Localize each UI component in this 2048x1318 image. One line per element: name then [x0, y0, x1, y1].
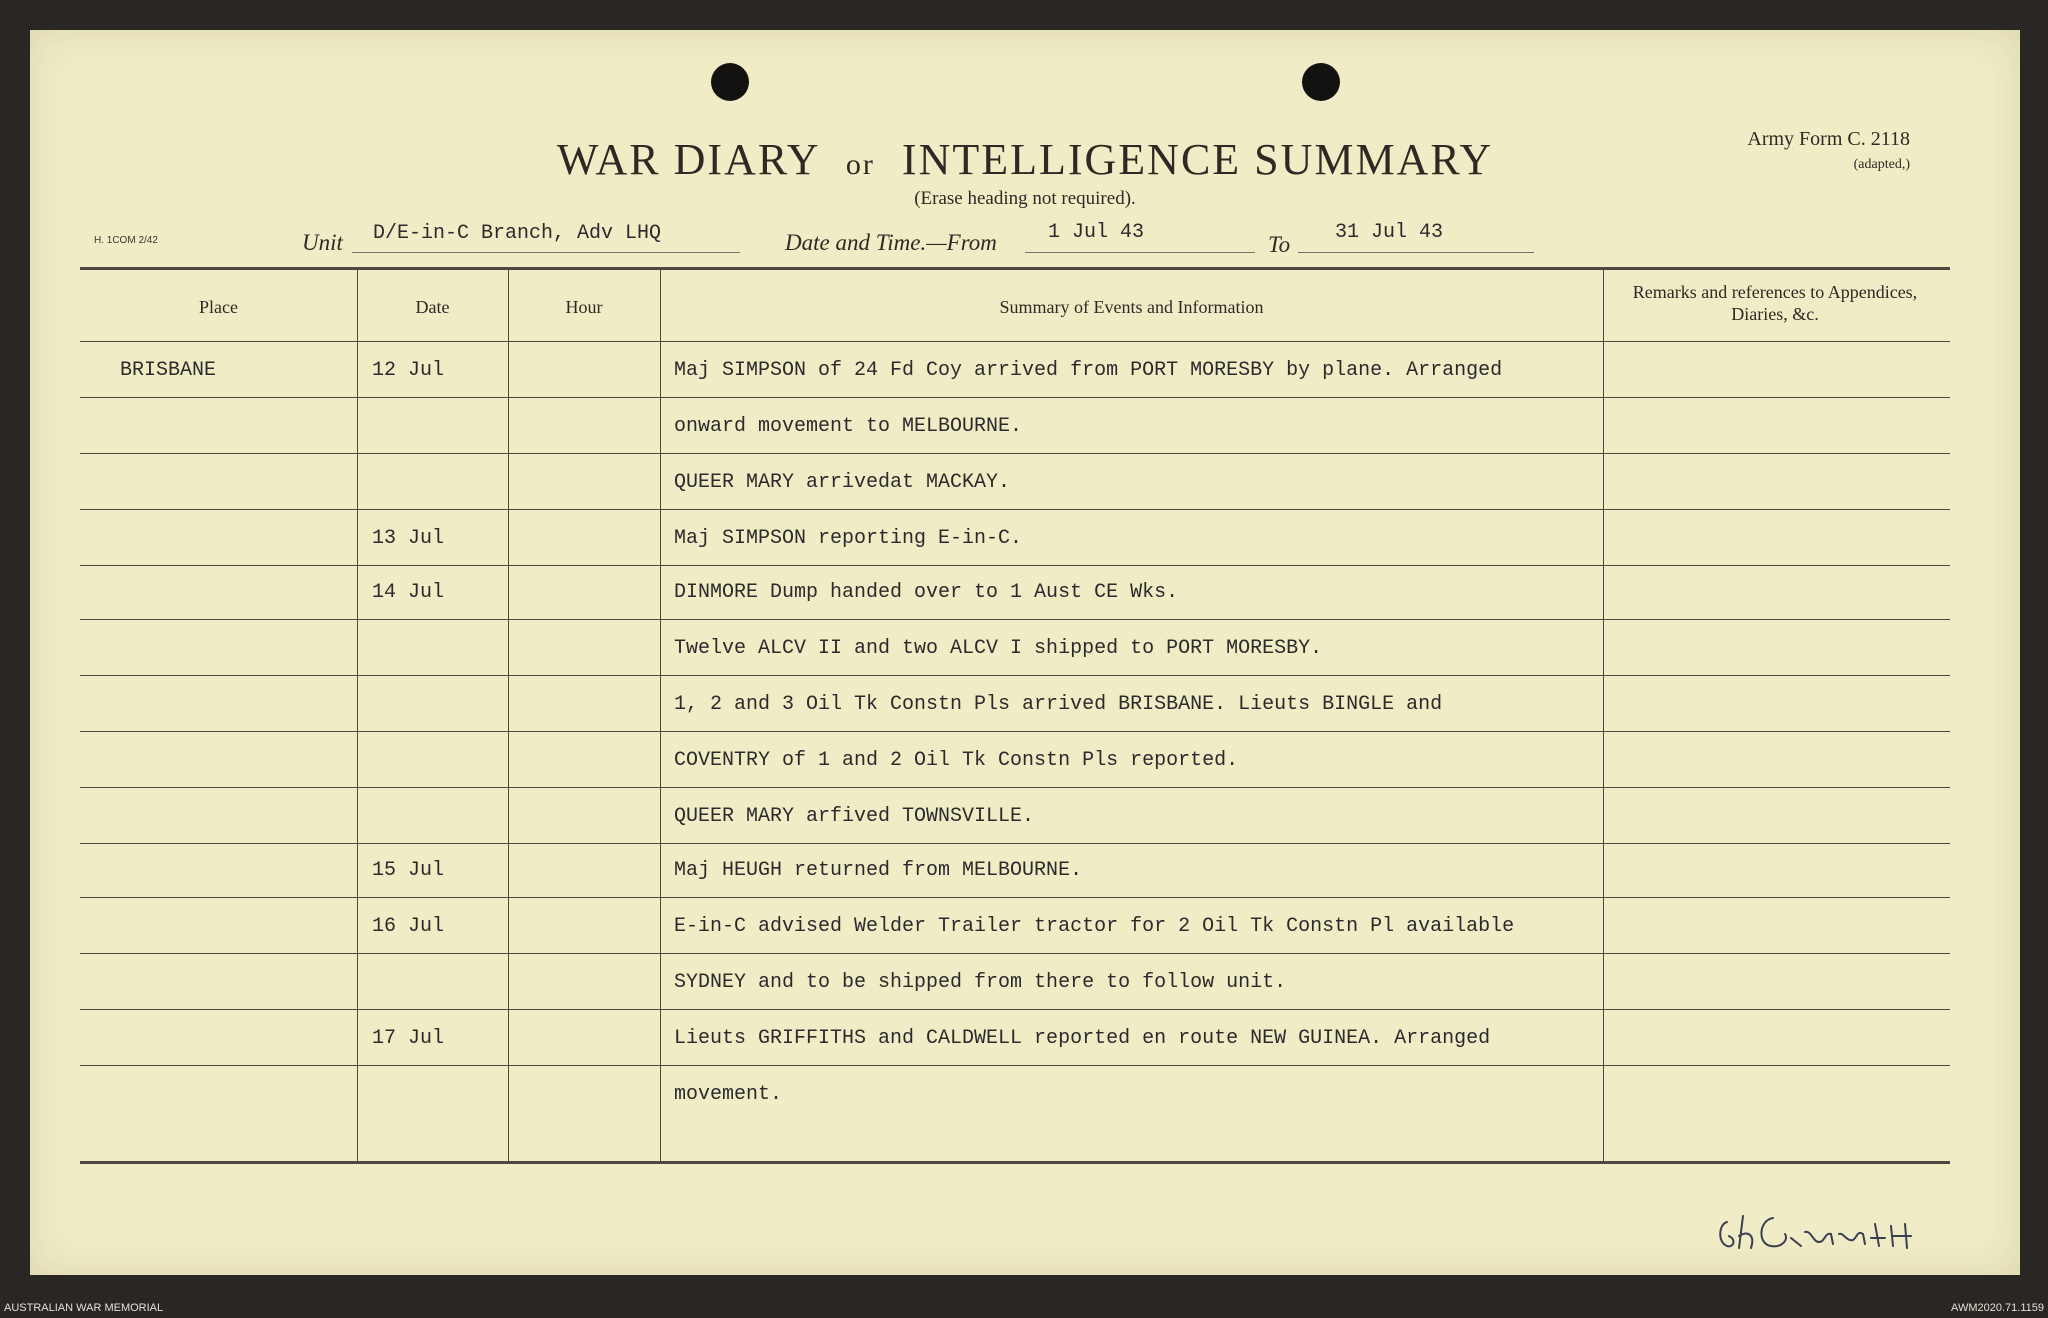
row-rule [80, 565, 1950, 566]
footer-credit: AUSTRALIAN WAR MEMORIAL [4, 1302, 164, 1314]
unit-underline [352, 252, 740, 253]
row-rule [80, 1065, 1950, 1066]
row-rule [80, 1009, 1950, 1010]
cell-date: 13 Jul [372, 527, 445, 550]
cell-summary: COVENTRY of 1 and 2 Oil Tk Constn Pls reported. [674, 749, 1239, 772]
signature [1715, 1202, 1945, 1262]
row-rule [80, 509, 1950, 510]
cell-date: 12 Jul [372, 359, 445, 382]
row-rule [80, 953, 1950, 954]
army-form-label [1747, 128, 1910, 173]
col-divider-3 [660, 267, 661, 1161]
cell-summary: QUEER MARY arfived TOWNSVILLE. [674, 805, 1035, 828]
date-from-underline [1025, 252, 1255, 253]
row-rule [80, 731, 1950, 732]
form-subtitle: (Erase heading not required). [914, 188, 1136, 209]
col-divider-1 [357, 267, 358, 1161]
title-or: or [845, 148, 875, 181]
title-part1: WAR DIARY [556, 135, 819, 184]
date-to-label: To [1268, 232, 1291, 257]
row-rule [80, 619, 1950, 620]
cell-summary: Maj SIMPSON of 24 Fd Coy arrived from PORT MORESBY by plane. Arranged [674, 359, 1503, 382]
table-bottom-rule [80, 1161, 1950, 1164]
date-from-value: 1 Jul 43 [1048, 221, 1145, 244]
col-divider-2 [508, 267, 509, 1161]
form-title [30, 134, 2020, 185]
unit-value: D/E-in-C Branch, Adv LHQ [373, 222, 662, 245]
cell-summary: Twelve ALCV II and two ALCV I shipped to PORT MORESBY. [674, 637, 1323, 660]
row-rule [80, 843, 1950, 844]
punch-hole-left [711, 63, 749, 101]
cell-summary: QUEER MARY arrivedat MACKAY. [674, 471, 1011, 494]
form-code: H. 1COM 2/42 [94, 235, 158, 246]
row-rule [80, 897, 1950, 898]
title-part2: INTELLIGENCE SUMMARY [901, 135, 1494, 184]
date-from-label: Date and Time.—From [785, 230, 997, 255]
col-header-date: Date [415, 297, 450, 317]
cell-date: 14 Jul [372, 581, 445, 604]
table-header-rule [80, 341, 1950, 342]
cell-summary: Maj SIMPSON reporting E-in-C. [674, 527, 1023, 550]
cell-summary: SYDNEY and to be shipped from there to follow unit. [674, 971, 1287, 994]
row-rule [80, 453, 1950, 454]
unit-label: Unit [302, 230, 343, 255]
cell-summary: E-in-C advised Welder Trailer tractor for 2 Oil Tk Constn Pl available [674, 915, 1515, 938]
row-rule [80, 675, 1950, 676]
cell-summary: Maj HEUGH returned from MELBOURNE. [674, 859, 1083, 882]
cell-summary: 1, 2 and 3 Oil Tk Constn Pls arrived BRISBANE. Lieuts BINGLE and [674, 693, 1443, 716]
diary-sheet [30, 30, 2020, 1275]
army-form-number: Army Form C. 2118 [1747, 128, 1910, 150]
col-header-summary: Summary of Events and Information [999, 297, 1264, 317]
cell-date: 15 Jul [372, 859, 445, 882]
col-header-hour: Hour [565, 297, 603, 317]
cell-date: 17 Jul [372, 1027, 445, 1050]
cell-date: 16 Jul [372, 915, 445, 938]
col-header-place: Place [199, 297, 238, 317]
date-to-underline [1298, 252, 1534, 253]
cell-summary: movement. [674, 1083, 783, 1106]
table-top-rule [80, 267, 1950, 270]
row-rule [80, 787, 1950, 788]
cell-place: BRISBANE [120, 359, 217, 382]
footer-accession: AWM2020.71.1159 [1951, 1302, 2044, 1314]
cell-summary: onward movement to MELBOURNE. [674, 415, 1023, 438]
col-header-remarks: Remarks and references to Appendices, Diaries, &c. [1632, 282, 1918, 324]
date-to-value: 31 Jul 43 [1335, 221, 1444, 244]
cell-summary: Lieuts GRIFFITHS and CALDWELL reported en route NEW GUINEA. Arranged [674, 1027, 1491, 1050]
row-rule [80, 397, 1950, 398]
army-form-adapted: (adapted,) [1853, 157, 1910, 172]
col-divider-4 [1603, 267, 1604, 1161]
punch-hole-right [1302, 63, 1340, 101]
cell-summary: DINMORE Dump handed over to 1 Aust CE Wks. [674, 581, 1179, 604]
